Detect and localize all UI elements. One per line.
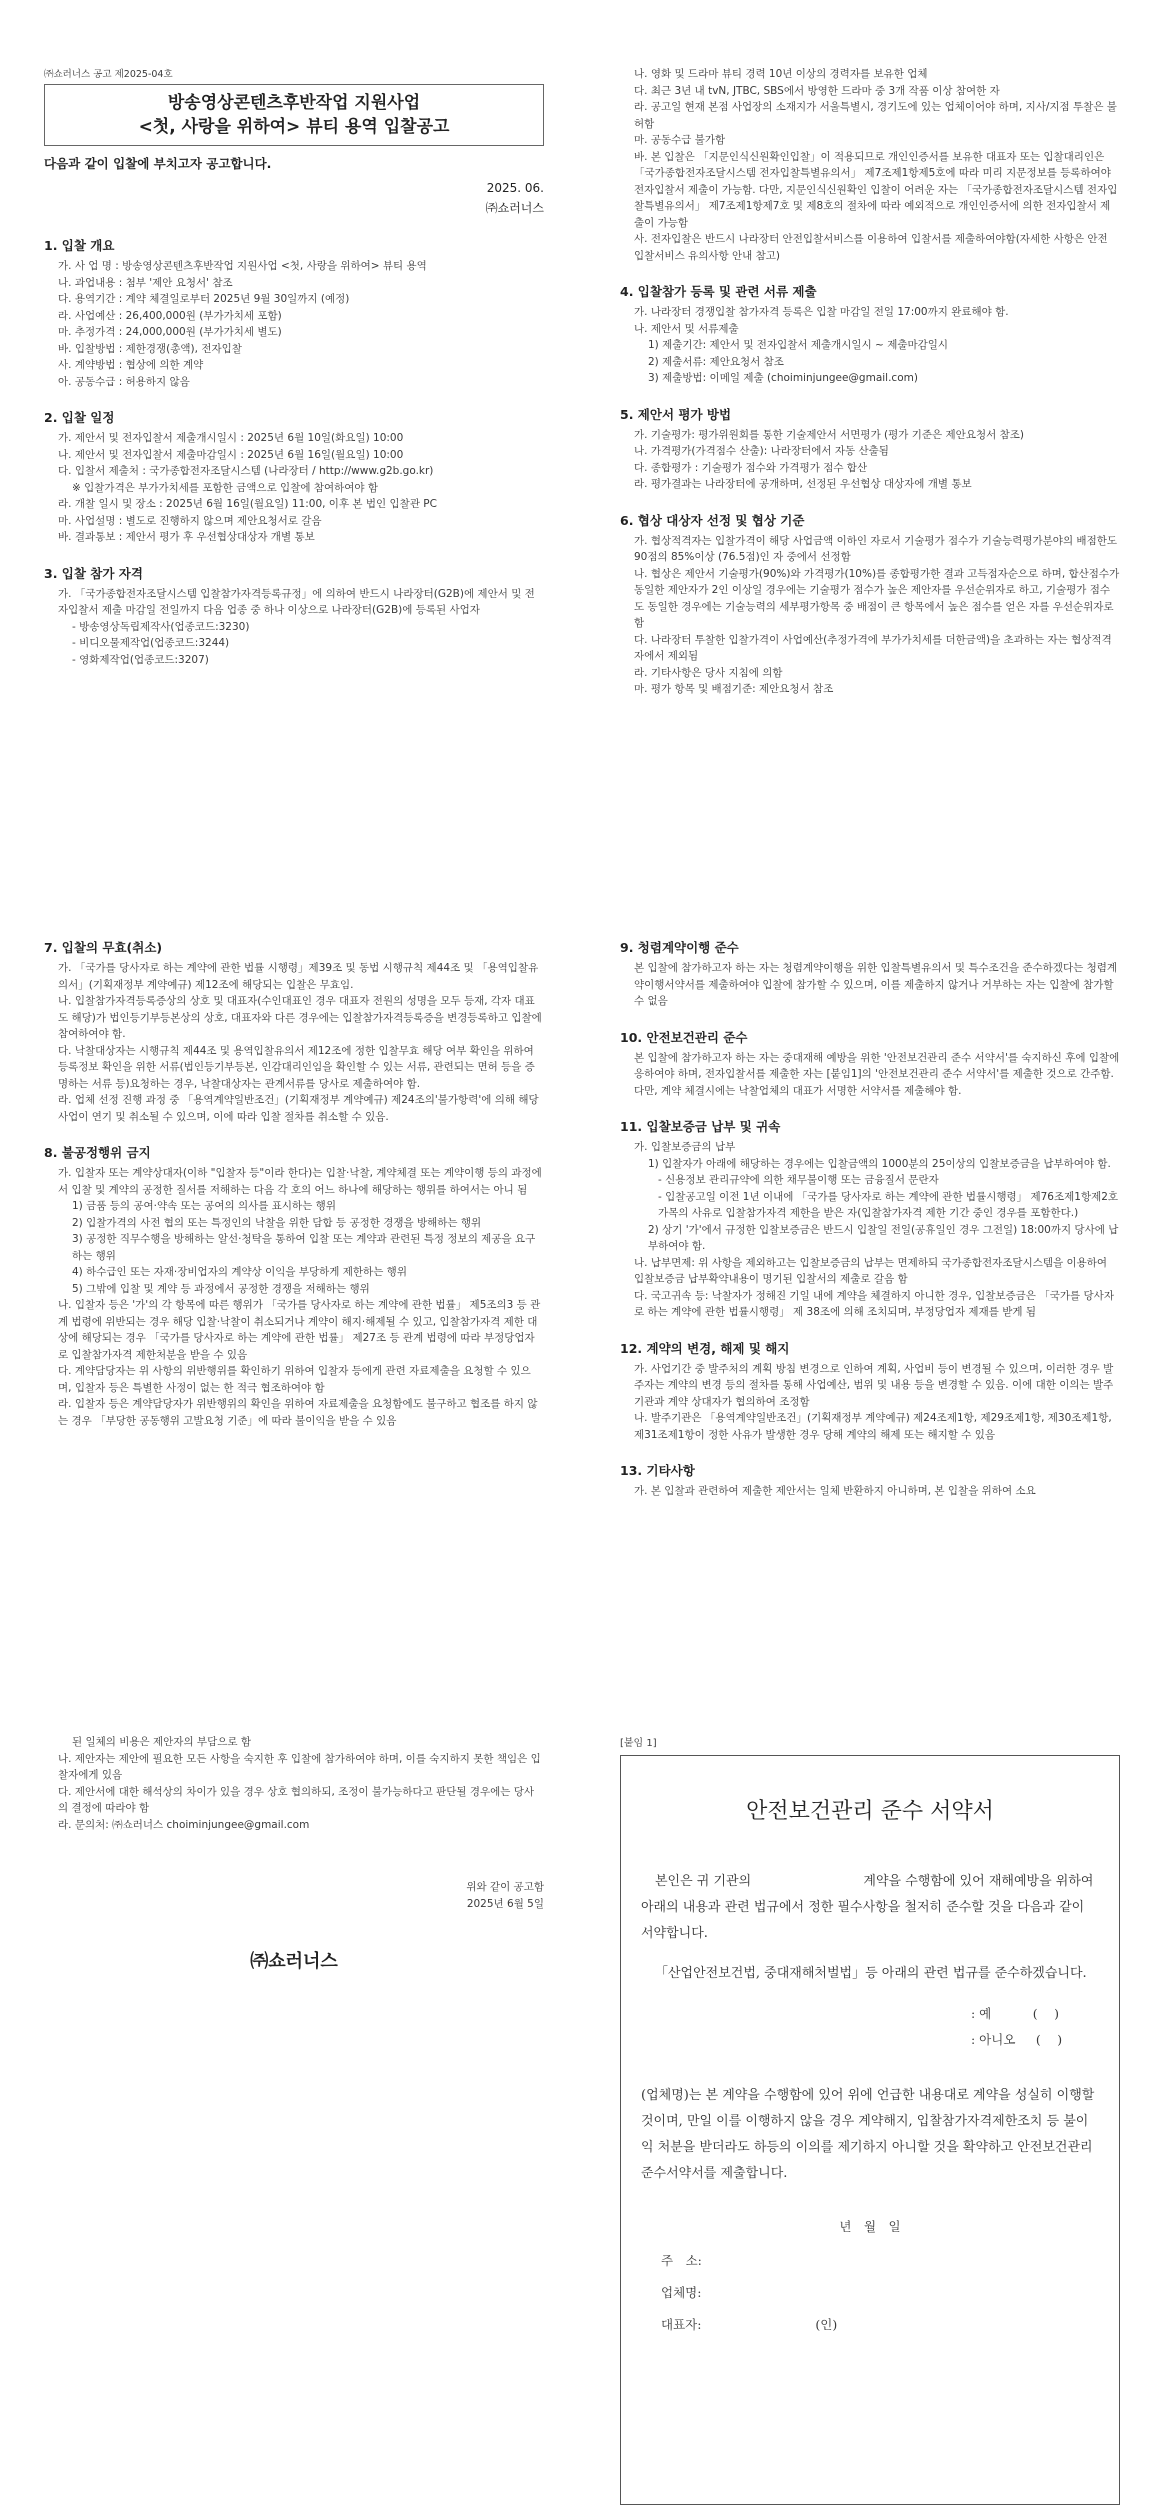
- choice-no: : 아니오 ( ): [971, 2032, 1063, 2047]
- list-item: 다. 최근 3년 내 tvN, JTBC, SBS에서 방영한 드라마 중 3개 작품 이상 참여한 자: [634, 84, 1000, 97]
- list-item: 나. 과업내용 : 첨부 '제안 요청서' 참조: [58, 276, 233, 289]
- list-item: 나. 입찰참가자격등록증상의 상호 및 대표자(수인대표인 경우 대표자 전원의 성명을 모두 등재, 각자 대표도 해당)가 법인등기부등본상의 상호, 대표자와 다른 경우에는 입찰참가자격등록증을 변경등록하고 입찰에 참여하여야 함.: [58, 995, 542, 1040]
- list-item: 바. 결과통보 : 제안서 평가 후 우선협상대상자 개별 통보: [58, 531, 315, 543]
- page-3: [44, 920, 544, 1429]
- list-item: 다. 종합평가 : 기술평가 점수와 가격평가 점수 합산: [634, 461, 868, 474]
- list-item: 라. 입찰자 등은 계약담당자가 위반행위의 확인을 위하여 자료제출을 요청함에도 불구하고 협조를 하지 않는 경우 「부당한 공동행위 고발요청 기준」에 따라 불이익을 받을 수 있음: [58, 1398, 538, 1427]
- section-title: 9. 청렴계약이행 준수: [620, 940, 739, 955]
- list-item: 라. 문의처: ㈜쇼러너스 choiminjungee@gmail.com: [58, 1818, 310, 1831]
- announcement-date: 2025. 06.: [486, 181, 544, 195]
- section-title: 12. 계약의 변경, 해제 및 해지: [620, 1340, 790, 1356]
- representative-label: 대표자:: [661, 2317, 702, 2332]
- section: [620, 938, 1120, 1010]
- list-item: 가. 본 입찰과 관련하여 제출한 제안서는 일체 반환하지 아니하며, 본 입찰을 위하여 소요: [634, 1485, 1036, 1497]
- list-item: 라. 업체 선정 진행 과정 중 「용역계약일반조건」(기획재정부 계약예규) 제24조의'불가항력'에 의해 해당 사업이 연기 및 취소될 수 있으며, 이에 따라 입찰 절차를 취소할 수 있음.: [58, 1094, 539, 1123]
- list-item: 나. 입찰자 등은 '가'의 각 항목에 따른 행위가 「국가를 당사자로 하는 계약에 관한 법률」 제5조의3 등 관계 법령에 위반되는 경우 해당 입찰·낙찰이 취소되거나 계약이 해지·해제될 수 있고, 입찰참가자격 제한 대상에 해당되는 경우 「국가를 당사자로 하는 계약에 관한 법률」 제27조 등 관계 법령에 따라 부정당업자로 입찰참가자격 제한처분을 받을 수 있음: [58, 1299, 541, 1361]
- section-title: 2. 입찰 일정: [44, 410, 115, 425]
- list-item: 바. 입찰방법 : 제한경쟁(총액), 전자입찰: [58, 342, 242, 355]
- page-2: [620, 66, 1120, 698]
- attachment-label: [붙임 1]: [620, 1738, 657, 1749]
- section-title: 5. 제안서 평가 방법: [620, 406, 732, 422]
- list-item: 라. 평가결과는 나라장터에 공개하며, 선정된 우선협상 대상자에 개별 통보: [634, 478, 972, 490]
- section: [44, 408, 544, 546]
- list-item: 1) 제출기간: 제안서 및 전자입찰서 제출개시일시 ~ 제출마감일시: [648, 339, 949, 351]
- company-name: ㈜쇼러너스: [485, 201, 544, 215]
- section-title: 11. 입찰보증금 납부 및 귀속: [620, 1119, 781, 1134]
- page-1: [44, 66, 544, 668]
- list-item: 가. 사 업 명 : 방송영상콘텐츠후반작업 지원사업 <첫, 사랑을 위하여> 뷰티 용역: [58, 260, 427, 272]
- list-item: 1) 입찰자가 아래에 해당하는 경우에는 입찰금액의 1000분의 25이상의 입찰보증금을 납부하여야 함.: [648, 1157, 1111, 1170]
- list-item: 본 입찰에 참가하고자 하는 자는 중대재해 예방을 위한 '안전보건관리 준수 서약서'를 숙지하신 후에 입찰에 응하여야 하며, 전자입찰서를 제출한 자는 [붙임1]의 '안전보건관리 준수 서약서'를 제출한 것으로 간주함. 다만, 계약 체결시에는 낙찰업체의 대표가 서명한 서약서를 제출해야 함.: [634, 1051, 1120, 1097]
- list-item: 다. 계약담당자는 위 사항의 위반행위를 확인하기 위하여 입찰자 등에게 관련 자료제출을 요청할 수 있으며, 입찰자 등은 특별한 사정이 없는 한 적극 협조하여야 함: [58, 1365, 531, 1394]
- list-item: 다. 용역기간 : 계약 체결일로부터 2025년 9월 30일까지 (예정): [58, 293, 350, 305]
- list-item: 사. 계약방법 : 협상에 의한 계약: [58, 359, 204, 371]
- section: [44, 236, 544, 390]
- list-item: 가. 입찰자 또는 계약상대자(이하 "입찰자 등"이라 한다)는 입찰·낙찰, 계약체결 또는 계약이행 등의 과정에서 입찰 및 계약의 공정한 질서를 저해하는 다음 각 호의 어느 하나에 해당하는 행위를 하여서는 아니 됨: [58, 1167, 542, 1196]
- section: [620, 405, 1120, 493]
- list-item: 나. 협상은 제안서 기술평가(90%)와 가격평가(10%)를 종합평가한 결과 고득점자순으로 하며, 합산점수가 동일한 제안자가 2인 이상일 경우에는 기술평가 점수가 높은 제안자를 우선순위자로 하고, 기술평가 점수도 동일한 경우에는 기술능력의 세부평가항목 중 배점이 큰 항목에서 높은 점수를 얻은 자를 우선순위자로 함: [634, 567, 1120, 629]
- notice-number: ㈜쇼러너스 공고 제2025-04호: [44, 69, 173, 80]
- list-item: 마. 평가 항목 및 배점기준: 제안요청서 참조: [634, 683, 834, 695]
- section-title: 3. 입찰 참가 자격: [44, 565, 143, 581]
- closing-block: [44, 1879, 544, 1913]
- intro-text: 다음과 같이 입찰에 부치고자 공고합니다.: [44, 156, 272, 171]
- page-4: [620, 920, 1120, 1500]
- list-item: 다. 제안서에 대한 해석상의 차이가 있을 경우 상호 협의하되, 조정이 불가능하다고 판단될 경우에는 당사의 결정에 따라야 함: [58, 1785, 535, 1814]
- section: [620, 1117, 1120, 1321]
- list-item: - 입찰공고일 이전 1년 이내에 「국가를 당사자로 하는 계약에 관한 법률시행령」 제76조제1항제2호가목의 사유로 입찰참가자격 제한을 받은 자(입찰참가자격 제한 기간 중인 경우를 포함한다.): [658, 1190, 1119, 1219]
- section-title: 10. 안전보건관리 준수: [620, 1029, 748, 1045]
- closing-company: ㈜쇼러너스: [250, 1951, 338, 1972]
- list-item: 나. 제안자는 제안에 필요한 모든 사항을 숙지한 후 입찰에 참가하여야 하며, 이를 숙지하지 못한 책임은 입찰자에게 있음: [58, 1752, 541, 1781]
- section-title: 7. 입찰의 무효(취소): [44, 940, 163, 955]
- page-5-items: [44, 1734, 544, 1833]
- list-item: 4) 하수급인 또는 자재·장비업자의 계약상 이익을 부당하게 제한하는 행위: [72, 1266, 407, 1278]
- list-item: 나. 가격평가(가격점수 산출): 나라장터에서 자동 산출됨: [634, 445, 889, 457]
- company-label: 업체명:: [661, 2285, 702, 2300]
- pledge-paragraph-2: 「산업안전보건법, 중대재해처벌법」등 아래의 관련 법규를 준수하겠습니다.: [655, 1966, 1087, 1981]
- closing-date: 2025년 6월 5일: [466, 1898, 544, 1910]
- list-item: 나. 발주기관은 「용역계약일반조건」(기획재정부 계약예규) 제24조제1항, 제29조제1항, 제30조제1항, 제31조제1항이 정한 사유가 발생한 경우 당해 계약의 해제 또는 해지할 수 있음: [634, 1412, 1112, 1441]
- page-2-lead-items: [620, 66, 1120, 264]
- list-item: 가. 나라장터 경쟁입찰 참가자격 등록은 입찰 마감일 전일 17:00까지 완료해야 함.: [634, 306, 1009, 318]
- section: [44, 1143, 544, 1429]
- list-item: 된 일체의 비용은 제안자의 부담으로 함: [72, 1736, 251, 1748]
- page-1-sections: [44, 236, 544, 668]
- list-item: 3) 제출방법: 이메일 제출 (choiminjungee@gmail.com): [648, 372, 918, 384]
- section-title: 1. 입찰 개요: [44, 238, 115, 253]
- address-label: 주 소:: [661, 2253, 702, 2268]
- list-item: 사. 전자입찰은 반드시 나라장터 안전입찰서비스를 이용하여 입찰서를 제출하여야함(자세한 사항은 안전 입찰서비스 유의사항 안내 참고): [634, 233, 1108, 262]
- list-item: 가. 사업기간 중 발주처의 계획 방침 변경으로 인하여 계획, 사업비 등이 변경될 수 있으며, 이러한 경우 발주자는 계약의 변경 등의 절차를 통해 사업예산, 범위 및 내용 등을 변경할 수 있음. 이에 대한 이의는 발주기관과 계약 상대자가 협의하여 조정함: [634, 1362, 1114, 1408]
- list-item: 라. 사업예산 : 26,400,000원 (부가가치세 포함): [58, 309, 282, 322]
- list-item: 1) 금품 등의 공여·약속 또는 공여의 의사를 표시하는 행위: [72, 1200, 336, 1212]
- list-item: 가. 협상적격자는 입찰가격이 해당 사업금액 이하인 자로서 기술평가 점수가 기술능력평가분야의 배점한도 90점의 85%이상 (76.5점)인 자 중에서 선정함: [634, 534, 1118, 563]
- list-item: 다. 국고귀속 등: 낙찰자가 정해진 기일 내에 계약을 체결하지 아니한 경우, 입찰보증금은 「국가를 당사자로 하는 계약에 관한 법률시행령」 제 38조에 의해 조치되며, 부정당업자 제재를 받게 됨: [634, 1289, 1114, 1318]
- list-item: 마. 추정가격 : 24,000,000원 (부가가치세 별도): [58, 326, 282, 338]
- list-item: 2) 제출서류: 제안요청서 참조: [648, 355, 784, 368]
- section: [620, 282, 1120, 387]
- list-item: 2) 입찰가격의 사전 협의 또는 특정인의 낙찰을 위한 담합 등 공정한 경쟁을 방해하는 행위: [72, 1216, 482, 1229]
- list-item: 라. 개찰 일시 및 장소 : 2025년 6월 16일(월요일) 11:00, 이후 본 법인 입찰관 PC: [58, 498, 437, 510]
- list-item: 라. 기타사항은 당사 지침에 의함: [634, 666, 783, 679]
- section: [620, 511, 1120, 698]
- page-3-sections: [44, 938, 544, 1429]
- list-item: 다. 낙찰대상자는 시행규칙 제44조 및 용역입찰유의서 제12조에 정한 입찰무효 해당 여부 확인을 위하여 등록정보 확인을 위한 서류(법인등기부등본, 인감대리인임을 확인할 수 있는 서류, 관련되는 면허 등을 증명하는 서류 등)요청하는 경우, 낙찰대상자는 관계서류를 당사로 제출하여야 함.: [58, 1044, 535, 1090]
- pledge-title: 안전보건관리 준수 서약서: [746, 1799, 994, 1824]
- pledge-form: [620, 1755, 1120, 2505]
- representative-row: [641, 2309, 1099, 2341]
- section-title: 8. 불공정행위 금지: [44, 1145, 151, 1160]
- list-item: - 비디오물제작업(업종코드:3244): [72, 637, 230, 649]
- page-4-sections: [620, 938, 1120, 1500]
- list-item: 바. 본 입찰은 「지문인식신원확인입찰」이 적용되므로 개인인증서를 보유한 대표자 또는 입찰대리인은 「국가종합전자조달시스템 전자입찰특별유의서」 제7조제1항제5호에 따라 미리 지문정보를 등록하여야 전자입찰서 제출이 가능함. 다만, 지문인식신원확인 입찰이 어려운 자는 「국가종합전자조달시스템 전자입찰특별유의서」 제7조제1항제7호 및 제8호의 절차에 따라 예외적으로 개인인증서에 의한 전자입찰서 제출이 가능함: [634, 150, 1118, 229]
- list-item: 아. 공동수급 : 허용하지 않음: [58, 375, 190, 388]
- section-title: 13. 기타사항: [620, 1463, 695, 1478]
- list-item: - 영화제작업(업종코드:3207): [72, 653, 209, 666]
- list-item: 나. 제안서 및 전자입찰서 제출마감일시 : 2025년 6월 16일(월요일) 10:00: [58, 448, 404, 461]
- list-item: 3) 공정한 직무수행을 방해하는 알선·청탁을 통하여 입찰 또는 계약과 관련된 특정 정보의 제공을 요구하는 행위: [72, 1233, 536, 1262]
- list-item: 5) 그밖에 입찰 및 계약 등 과정에서 공정한 경쟁을 저해하는 행위: [72, 1282, 370, 1295]
- title-line-2: <첫, 사랑을 위하여> 뷰티 용역 입찰공고: [138, 117, 450, 137]
- choice-yes: : 예 ( ): [971, 2006, 1059, 2021]
- announcement-title-box: [44, 84, 544, 146]
- list-item: 가. 「국가종합전자조달시스템 입찰참가자격등록규정」에 의하여 반드시 나라장터(G2B)에 제안서 및 전자입찰서 제출 마감일 전일까지 다음 업종 중 하나 이상으로 나라장터(G2B)에 등록된 사업자: [58, 587, 535, 616]
- list-item: 본 입찰에 참가하고자 하는 자는 청렴계약이행을 위한 입찰특별유의서 및 특수조건을 준수하겠다는 청렴계약이행서약서를 제출하여야 입찰에 참가할 수 있으며, 이를 제출하지 않거나 거부하는 자는 입찰에 참가할 수 없음: [634, 962, 1118, 1007]
- list-item: 다. 나라장터 투찰한 입찰가격이 사업예산(추정가격에 부가가치세를 더한금액)을 초과하는 자는 협상적격자에서 제외됨: [634, 633, 1112, 662]
- list-item: 다. 입찰서 제출처 : 국가종합전자조달시스템 (나라장터 / http://www.g2b.go.kr): [58, 465, 434, 477]
- section: [44, 938, 544, 1125]
- list-item: 가. 입찰보증금의 납부: [634, 1141, 736, 1153]
- list-item: 나. 제안서 및 서류제출: [634, 322, 739, 335]
- list-item: ※ 입찰가격은 부가가치세를 포함한 금액으로 입찰에 참여하여야 함: [72, 481, 379, 494]
- pledge-paragraph-1: 본인은 귀 기관의 계약을 수행함에 있어 재해예방을 위하여 아래의 내용과 관련 법규에서 정한 필수사항을 철저히 준수할 것을 다음과 같이 서약합니다.: [641, 1874, 1094, 1941]
- list-item: - 신용정보 관리규약에 의한 채무불이행 또는 금융질서 문란자: [658, 1174, 939, 1186]
- list-item: 라. 공고일 현재 본점 사업장의 소재지가 서울특별시, 경기도에 있는 업체이어야 하며, 지사/지점 투찰은 불허함: [634, 101, 1117, 130]
- list-item: 나. 납부면제: 위 사항을 제외하고는 입찰보증금의 납부는 면제하되 국가종합전자조달시스템을 이용하여 입찰보증금 납부확약내용이 명기된 입찰서의 제출로 갈음 함: [634, 1256, 1108, 1285]
- list-item: 가. 기술평가: 평가위원회를 통한 기술제안서 서면평가 (평가 기준은 제안요청서 참조): [634, 428, 1024, 441]
- section: [620, 1339, 1120, 1444]
- section: [620, 1461, 1120, 1500]
- list-item: 나. 영화 및 드라마 뷰티 경력 10년 이상의 경력자를 보유한 업체: [634, 68, 928, 80]
- section-title: 6. 협상 대상자 선정 및 협상 기준: [620, 512, 805, 528]
- list-item: 가. 「국가를 당사자로 하는 계약에 관한 법률 시행령」제39조 및 동법 시행규칙 제44조 및 「용역입찰유의서」(기획재정부 계약예규) 제12조에 해당되는 입찰은 무효임.: [58, 962, 539, 991]
- closing-line-1: 위와 같이 공고함: [466, 1881, 544, 1893]
- seal-mark: (인): [815, 2317, 838, 2332]
- section: [44, 564, 544, 669]
- list-item: 마. 공동수급 불가함: [634, 134, 726, 146]
- list-item: - 방송영상독립제작사(업종코드:3230): [72, 620, 250, 633]
- section-title: 4. 입찰참가 등록 및 관련 서류 제출: [620, 284, 817, 299]
- list-item: 가. 제안서 및 전자입찰서 제출개시일시 : 2025년 6월 10일(화요일) 10:00: [58, 432, 404, 444]
- list-item: 2) 상기 '가'에서 규정한 입찰보증금은 반드시 입찰일 전일(공휴일인 경우 그전일) 18:00까지 당사에 납부하여야 함.: [648, 1223, 1119, 1252]
- page-5: [44, 1734, 544, 1973]
- sign-date: 년 월 일: [839, 2219, 901, 2234]
- section: [620, 1028, 1120, 1100]
- pledge-paragraph-3: (업체명)는 본 계약을 수행함에 있어 위에 언급한 내용대로 계약을 성실히 이행할 것이며, 만일 이를 이행하지 않을 경우 계약해지, 입찰참가자격제한조치 등 불이익 처분을 받더라도 하등의 이의를 제기하지 아니할 것을 확약하고 안전보건관리 준수서약서를 제출합니다.: [641, 2088, 1095, 2181]
- title-line-1: 방송영상콘텐츠후반작업 지원사업: [167, 93, 421, 113]
- page-6: [620, 1734, 1120, 2505]
- list-item: 마. 사업설명 : 별도로 진행하지 않으며 제안요청서로 갈음: [58, 514, 322, 527]
- page-2-sections: [620, 282, 1120, 698]
